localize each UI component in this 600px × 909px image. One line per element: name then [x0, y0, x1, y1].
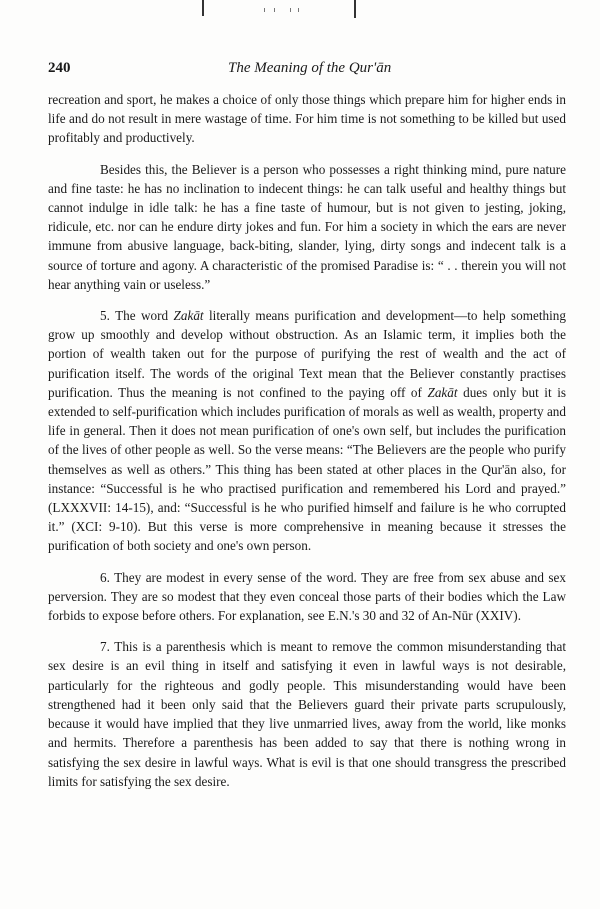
paragraph-note-5	[48, 306, 566, 556]
paragraph-text: dues only but it is extended to self-purification which includes purification of morals as well as wealth, property and life in general. Then it does not mean purification of one's own self, but includes the purification of the lives of other people as well. So the verse means: “The Believers are the people who purify themselves as well as others.” This thing has been stated at other places in the Qur'ān also, for instance: “Successful is he who practised purification and remembered his Lord and prayed.” (LXXXVII: 14-15), and: “Successful is he who purified himself and failure is he who corrupted it.” (XCI: 9-10). But this verse is more comprehensive in meaning because it stresses the purification of both society and one's own person.	[48, 384, 566, 554]
paragraph-text: 5. The word	[100, 308, 174, 324]
paragraph-note-7: 7. This is a parenthesis which is meant to remove the common misunderstanding that sex desire is an evil thing in itself and satisfying it even in lawful ways is not desirable, particularly for the righteous and godly people. This misunderstanding would have been strengthened had it been only said that the Believers guard their private parts scrupulously, because it would have implied that they live unmarried lives, away from the world, like monks and hermits. Therefore a parenthesis has been added to say that there is nothing wrong in satisfying the sex desire in lawful ways. What is evil is that one should transgress the prescribed limits for satisfying the sex desire.	[48, 639, 566, 789]
page-number: 240	[48, 60, 71, 76]
binding-mark	[274, 8, 275, 12]
page-header	[48, 60, 566, 80]
running-title: The Meaning of the Qur'ān	[228, 60, 392, 76]
binding-mark	[354, 0, 356, 18]
binding-mark	[298, 8, 299, 12]
paragraph-text: literally means purification and development—to help something grow up smoothly and develop without obstruction. As an Islamic term, it implies both the portion of wealth taken out for the purpose of purifying the rest of wealth and the act of purification itself. The words of the original Text mean that the Believer constantly practises purification. Thus the meaning is not confined to the paying off of	[48, 308, 566, 400]
term-zakat: Zakāt	[427, 384, 458, 400]
binding-mark	[202, 0, 204, 16]
binding-marks	[200, 0, 370, 22]
binding-mark	[290, 8, 291, 12]
page-body	[48, 90, 566, 803]
term-zakat: Zakāt	[173, 308, 204, 324]
paragraph: Besides this, the Believer is a person who possesses a right thinking mind, pure nature and fine taste: he has no inclination to indecent things: he can talk useful and healthy things but cannot indulge in idle talk: he has a fine taste of humour, but is not given to jesting, joking, ridicule, etc. nor can he endure dirty jokes and fun. For him a society in which the ears are never immune from abusive language, back-biting, slander, lying, dirty songs and indecent talk is a source of torture and agony. A characteristic of the promised Paradise is: “ . . therein you will not hear anything vain or useless.”	[48, 161, 566, 292]
paragraph-note-6: 6. They are modest in every sense of the word. They are free from sex abuse and sex perversion. They are so modest that they even conceal those parts of their bodies which the Law forbids to expose before others. For explanation, see E.N.'s 30 and 32 of An-Nūr (XXIV).	[48, 569, 566, 624]
binding-mark	[264, 8, 265, 12]
paragraph: recreation and sport, he makes a choice of only those things which prepare him for higher ends in life and do not result in mere wastage of time. For him time is not something to be killed but used profitably and productively.	[48, 92, 566, 146]
